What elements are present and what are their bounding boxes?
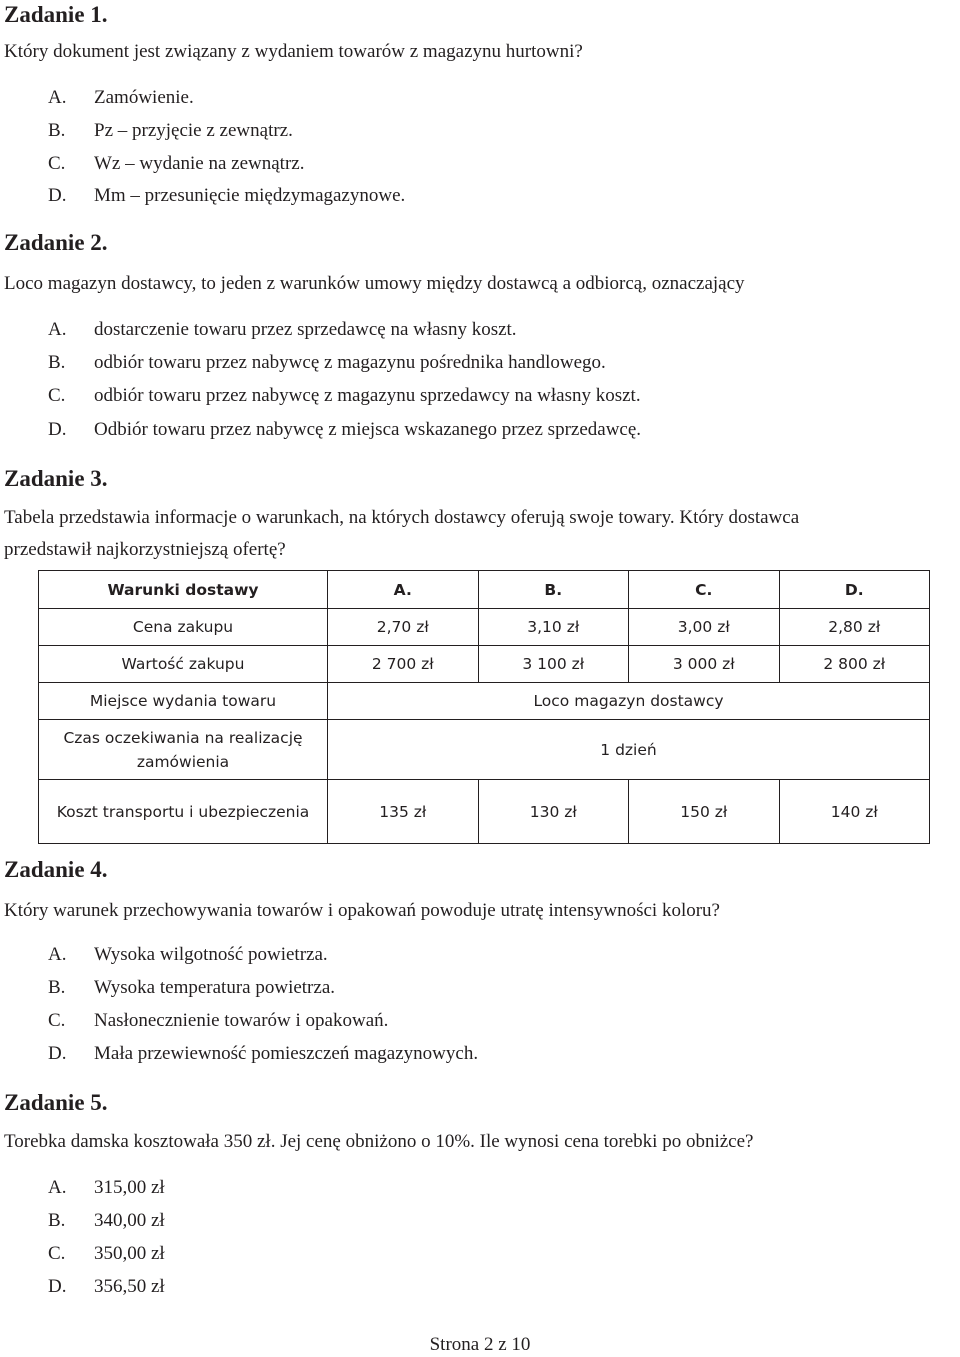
task-4-question: Który warunek przechowywania towarów i opakowań powoduje utratę intensywności koloru? (4, 900, 720, 921)
table-cell: 2,70 zł (328, 609, 479, 646)
table-cell: Koszt transportu i ubezpieczenia (39, 780, 328, 844)
option-text: Zamówienie. (94, 87, 194, 108)
table-cell: Miejsce wydania towaru (39, 683, 328, 720)
table-header-cell: C. (629, 571, 780, 609)
task-5-option-a (48, 1176, 165, 1200)
option-text: Wysoka temperatura powietrza. (94, 977, 335, 998)
table-row-price (39, 609, 930, 646)
table-cell: 130 zł (478, 780, 629, 844)
table-cell (39, 720, 328, 780)
table-cell: Wartość zakupu (39, 646, 328, 683)
table-cell: 3 100 zł (478, 646, 629, 683)
option-text: dostarczenie towaru przez sprzedawcę na własny koszt. (94, 319, 517, 340)
option-text: Pz – przyjęcie z zewnątrz. (94, 120, 293, 141)
task-4-option-a (48, 943, 328, 967)
option-letter: B. (48, 352, 66, 373)
task-1-option-a (48, 86, 194, 110)
task-2-option-a (48, 318, 517, 342)
task-5-question: Torebka damska kosztowała 350 zł. Jej cenę obniżono o 10%. Ile wynosi cena torebki po obniżce? (4, 1131, 754, 1152)
option-letter: A. (48, 87, 67, 108)
table-header-row (39, 571, 930, 609)
table-cell: 1 dzień (328, 720, 930, 780)
option-letter: C. (48, 1243, 66, 1264)
option-text: 350,00 zł (94, 1243, 165, 1264)
wait-label-line-1: Czas oczekiwania na realizację (63, 728, 303, 747)
task-2-question: Loco magazyn dostawcy, to jeden z warunków umowy między dostawcą a odbiorcą, oznaczający (4, 273, 745, 294)
option-letter: A. (48, 1177, 67, 1198)
table-cell: 3,10 zł (478, 609, 629, 646)
table-cell: 2 700 zł (328, 646, 479, 683)
option-letter: D. (48, 185, 67, 206)
option-text: 315,00 zł (94, 1177, 165, 1198)
option-letter: A. (48, 319, 67, 340)
option-letter: B. (48, 1210, 66, 1231)
task-1-question: Który dokument jest związany z wydaniem towarów z magazynu hurtowni? (4, 41, 583, 62)
task-4-option-d (48, 1042, 478, 1066)
table-header-cell: Warunki dostawy (39, 571, 328, 609)
option-text: 340,00 zł (94, 1210, 165, 1231)
option-text: Wysoka wilgotność powietrza. (94, 944, 328, 965)
table-row-wait (39, 720, 930, 780)
task-2-option-c (48, 384, 641, 408)
table-cell: 135 zł (328, 780, 479, 844)
option-letter: B. (48, 120, 66, 141)
table-cell: 2 800 zł (779, 646, 930, 683)
task-5-option-c (48, 1242, 165, 1266)
table-cell: 3 000 zł (629, 646, 780, 683)
option-letter: D. (48, 1043, 67, 1064)
supplier-offers-table (38, 570, 930, 844)
table-cell: 150 zł (629, 780, 780, 844)
task-4-heading: Zadanie 4. (4, 857, 108, 882)
option-letter: C. (48, 1010, 66, 1031)
task-5-heading: Zadanie 5. (4, 1090, 108, 1115)
option-text: Nasłonecznienie towarów i opakowań. (94, 1010, 389, 1031)
table-header-cell: B. (478, 571, 629, 609)
table-header-cell: A. (328, 571, 479, 609)
option-text: odbiór towaru przez nabywcę z magazynu pośrednika handlowego. (94, 352, 606, 373)
option-letter: C. (48, 153, 66, 174)
table-cell: 3,00 zł (629, 609, 780, 646)
task-2-heading: Zadanie 2. (4, 230, 108, 255)
option-letter: D. (48, 419, 67, 440)
task-3-heading: Zadanie 3. (4, 466, 108, 491)
task-3-question-line-2: przedstawił najkorzystniejszą ofertę? (4, 539, 286, 560)
option-text: Mm – przesunięcie międzymagazynowe. (94, 185, 406, 206)
task-1-option-b (48, 119, 293, 143)
task-1-option-d (48, 184, 405, 208)
task-4-option-b (48, 976, 335, 1000)
task-1-heading: Zadanie 1. (4, 2, 108, 27)
option-letter: C. (48, 385, 66, 406)
option-text: Odbiór towaru przez nabywcę z miejsca wskazanego przez sprzedawcę. (94, 419, 642, 440)
option-text: Wz – wydanie na zewnątrz. (94, 153, 305, 174)
option-letter: A. (48, 944, 67, 965)
task-5-option-d (48, 1275, 165, 1299)
option-text: Mała przewiewność pomieszczeń magazynowych. (94, 1043, 479, 1064)
table-cell: 2,80 zł (779, 609, 930, 646)
task-2-option-d (48, 418, 641, 442)
table-header-cell: D. (779, 571, 930, 609)
task-1-option-c (48, 152, 304, 176)
page-number: Strona 2 z 10 (429, 1334, 531, 1355)
table-row-transport (39, 780, 930, 844)
table-row-value (39, 646, 930, 683)
table-cell: Cena zakupu (39, 609, 328, 646)
table-cell: 140 zł (779, 780, 930, 844)
task-2-option-b (48, 351, 606, 375)
option-letter: B. (48, 977, 66, 998)
table-cell: Loco magazyn dostawcy (328, 683, 930, 720)
option-letter: D. (48, 1276, 67, 1297)
task-4-option-c (48, 1009, 388, 1033)
option-text: 356,50 zł (94, 1276, 165, 1297)
task-3-question-line-1: Tabela przedstawia informacje o warunkach, na których dostawcy oferują swoje towary. Który dostawca (4, 507, 800, 528)
table-row-place (39, 683, 930, 720)
wait-label-line-2: zamówienia (136, 752, 230, 771)
task-5-option-b (48, 1209, 165, 1233)
option-text: odbiór towaru przez nabywcę z magazynu sprzedawcy na własny koszt. (94, 385, 641, 406)
